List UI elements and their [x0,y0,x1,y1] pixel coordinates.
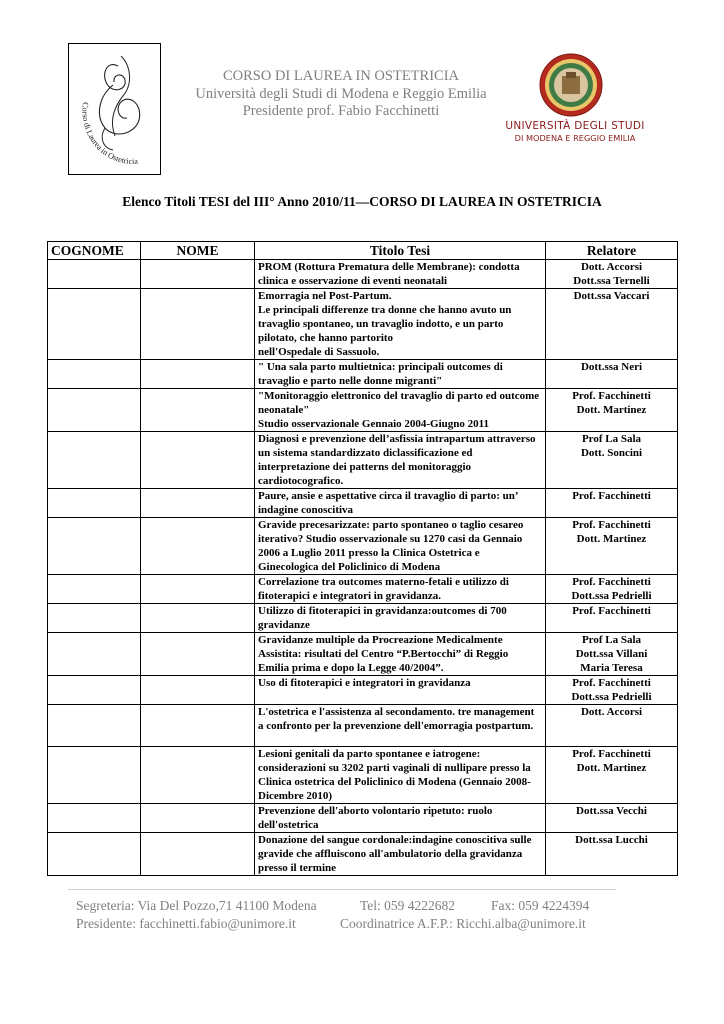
cell-titolo: Gravidanze multiple da Procreazione Medicalmente Assistita: risultati del Centro “P.Bertocchi” di Reggio Emilia prima e dopo la Legge 40/2004”. [255,633,546,676]
footer [76,897,716,933]
cell-titolo: " Una sala parto multietnica: principali outcomes di travaglio e parto nelle donne migranti" [255,360,546,389]
cell-nome [141,633,255,676]
cell-relatore: Prof. Facchinetti Dott. Martinez [546,747,678,804]
cell-cognome [48,575,141,604]
cell-titolo: PROM (Rottura Prematura delle Membrane): condotta clinica e osservazione di eventi neonatali [255,260,546,289]
cell-cognome [48,633,141,676]
table-row [48,676,678,705]
cell-relatore: Dott.ssa Neri [546,360,678,389]
footer-fax: Fax: 059 4224394 [491,898,590,913]
cell-nome [141,604,255,633]
cell-relatore: Dott. Accorsi [546,705,678,747]
course-title: CORSO DI LAUREA IN OSTETRICIA [222,68,460,84]
cell-cognome [48,804,141,833]
president-name: Presidente prof. Fabio Facchinetti [242,103,440,119]
table-row [48,633,678,676]
cell-relatore: Prof. Facchinetti Dott. Martinez [546,389,678,432]
cell-nome [141,489,255,518]
cell-titolo: Diagnosi e prevenzione dell’asfissia intrapartum attraverso un sistema standardizzato diclassificazione ed interpretazione dei patterns del monitoraggio cardiotocografico. [255,432,546,489]
column-header-cognome: COGNOME [48,242,141,260]
cell-relatore: Dott. Accorsi Dott.ssa Ternelli [546,260,678,289]
cell-relatore: Prof. Facchinetti Dott.ssa Pedrielli [546,575,678,604]
footer-coordinatrice-email: Coordinatrice A.F.P.: Ricchi.alba@unimore.it [340,916,586,931]
document-title: Elenco Titoli TESI del III° Anno 2010/11—CORSO DI LAUREA IN OSTETRICIA [122,194,602,209]
cell-relatore: Prof. Facchinetti [546,604,678,633]
cell-relatore: Prof. Facchinetti Dott. Martinez [546,518,678,575]
cell-relatore: Prof. Facchinetti Dott.ssa Pedrielli [546,676,678,705]
svg-text:Corso di Laurea in Ostetricia [80,102,138,166]
cell-nome [141,833,255,876]
cell-nome [141,432,255,489]
table-row [48,518,678,575]
cell-titolo: Gravide precesarizzate: parto spontaneo o taglio cesareo iterativo? Studio osservazionale su 1270 casi da Gennaio 2006 a Luglio 2011 presso la Clinica Ostetrica e Ginecologica del Policlinico di Modena [255,518,546,575]
cell-cognome [48,705,141,747]
cell-nome [141,518,255,575]
cell-titolo: Donazione del sangue cordonale:indagine conoscitiva sulle gravide che affluiscono all'ambulatorio della gravidanza presso il termine [255,833,546,876]
column-header-titolo: Titolo Tesi [255,242,546,260]
cell-titolo: Uso di fitoterapici e integratori in gravidanza [255,676,546,705]
cell-relatore: Prof La Sala Dott.ssa Villani Maria Teresa [546,633,678,676]
cell-nome [141,804,255,833]
table-row [48,804,678,833]
table-row [48,289,678,360]
table-row [48,604,678,633]
cell-titolo: Lesioni genitali da parto spontanee e iatrogene: considerazioni su 3202 parti vaginali di nullipare presso la Clinica ostetrica del Policlinico di Modena (Gennaio 2008-Dicembre 2010) [255,747,546,804]
table-header-row [48,242,678,260]
cell-nome [141,389,255,432]
cell-cognome [48,389,141,432]
footer-tel: Tel: 059 4222682 [360,898,456,913]
course-header [176,68,506,121]
cell-cognome [48,289,141,360]
university-logo [500,52,650,152]
cell-titolo: Prevenzione dell'aborto volontario ripetuto: ruolo dell'ostetrica [255,804,546,833]
cell-nome [141,360,255,389]
table-row [48,432,678,489]
thesis-table-body [48,260,678,876]
cell-titolo: Emorragia nel Post-Partum. Le principali differenze tra donne che hanno avuto un travaglio spontaneo, un travaglio indotto, e un parto pilotato, che hanno partorito nell'Ospedale di Sassuolo. [255,289,546,360]
cell-relatore: Prof La Sala Dott. Soncini [546,432,678,489]
cell-titolo: L'ostetrica e l'assistenza al secondamento. tre management a confronto per la prevenzione dell'emorragia postpartum. [255,705,546,747]
uni-logo-line1: UNIVERSITÀ DEGLI STUDI [505,120,645,132]
cell-nome [141,289,255,360]
cell-nome [141,676,255,705]
table-row [48,747,678,804]
table-row [48,489,678,518]
cell-cognome [48,676,141,705]
cell-relatore: Dott.ssa Vecchi [546,804,678,833]
cell-relatore: Dott.ssa Lucchi [546,833,678,876]
cell-cognome [48,747,141,804]
cell-nome [141,260,255,289]
table-row [48,260,678,289]
table-row [48,705,678,747]
cell-cognome [48,360,141,389]
uni-logo-line2: DI MODENA E REGGIO EMILIA [514,133,636,143]
cell-titolo: Utilizzo di fitoterapici in gravidanza:outcomes di 700 gravidanze [255,604,546,633]
table-row [48,833,678,876]
university-name: Università degli Studi di Modena e Reggio Emilia [195,85,487,102]
logo-caption: Corso di Laurea in Ostetricia [80,101,139,167]
footer-divider [68,889,616,890]
cell-titolo: Correlazione tra outcomes materno-fetali e utilizzo di fitoterapici e integratori in gravidanza. [255,575,546,604]
column-header-nome: NOME [141,242,255,260]
footer-presidente-email: Presidente: facchinetti.fabio@unimore.it [76,916,296,931]
midwife-figure-icon [69,44,162,176]
cell-titolo: Paure, ansie e aspettative circa il travaglio di parto: un’ indagine conoscitiva [255,489,546,518]
cell-cognome [48,432,141,489]
cell-relatore: Prof. Facchinetti [546,489,678,518]
cell-cognome [48,489,141,518]
course-logo [68,43,161,175]
cell-cognome [48,833,141,876]
table-row [48,389,678,432]
cell-relatore: Dott.ssa Vaccari [546,289,678,360]
thesis-table [47,241,678,876]
table-row [48,575,678,604]
cell-nome [141,575,255,604]
cell-cognome [48,518,141,575]
table-row [48,360,678,389]
footer-segreteria: Segreteria: Via Del Pozzo,71 41100 Modena [76,898,317,913]
cell-cognome [48,260,141,289]
column-header-relatore: Relatore [546,242,678,260]
cell-titolo: "Monitoraggio elettronico del travaglio di parto ed outcome neonatale" Studio osservazionale Gennaio 2004-Giugno 2011 [255,389,546,432]
university-seal-icon [538,52,604,118]
cell-nome [141,705,255,747]
cell-cognome [48,604,141,633]
cell-nome [141,747,255,804]
